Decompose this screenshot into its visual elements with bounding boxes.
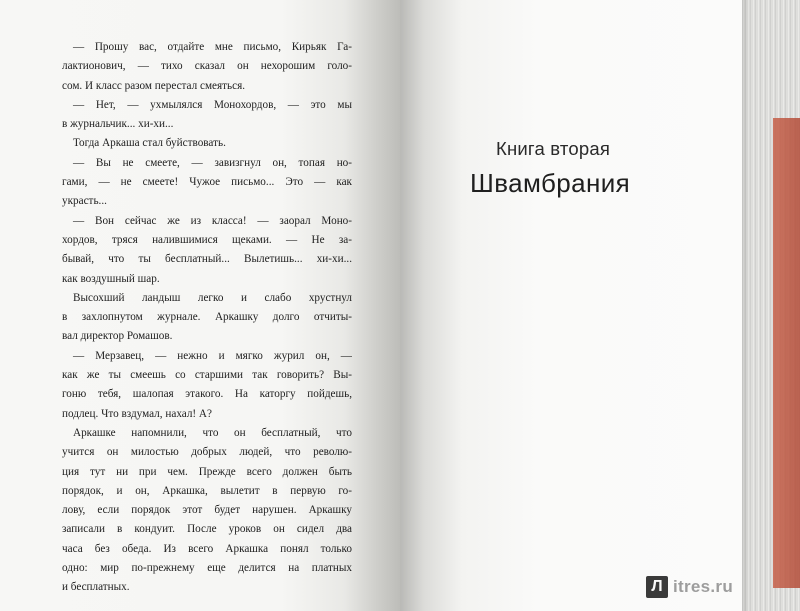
text-line: Аркашке напомнили, что он бесплатный, что <box>73 426 352 439</box>
story-text <box>62 38 352 598</box>
text-line: в журнальчик... хи-хи... <box>62 118 174 131</box>
text-line: и бесплатных. <box>62 581 130 594</box>
text-line: — Нет, — ухмылялся Монохордов, — это мы <box>73 98 352 111</box>
right-page <box>400 0 745 611</box>
text-line: лактионович, — тихо сказал он нехорошим голо- <box>62 60 352 73</box>
text-line: учится он милостью добрых людей, что револю- <box>62 446 352 459</box>
text-line: Высохший ландыш легко и слабо хрустнул <box>73 291 352 304</box>
text-line: — Прошу вас, отдайте мне письмо, Кирьяк Га- <box>73 41 352 53</box>
text-line: одно: мир по-прежнему еще делится на платных <box>62 562 352 575</box>
text-line: сом. И класс разом перестал смеяться. <box>62 79 246 92</box>
text-line: как же ты смеешь со старшими так говорить? Вы- <box>62 369 352 382</box>
text-line: гами, — не смеете! Чужое письмо... Это — как <box>62 176 352 189</box>
text-line: порядок, и он, Аркашка, вылетит в первую го- <box>62 484 352 497</box>
text-line: — Мерзавец, — нежно и мягко журил он, — <box>73 349 352 362</box>
text-line: — Вы не смеете, — завизгнул он, топая но- <box>73 156 352 169</box>
text-line: хордов, тряся налившимися щеками. — Не за- <box>62 233 352 246</box>
litres-logo-icon: Л <box>646 576 668 598</box>
text-line: подлец. Что вздумал, нахал! А? <box>62 407 212 420</box>
text-line: — Вон сейчас же из класса! — заорал Моно- <box>73 214 352 227</box>
text-line: Тогда Аркаша стал буйствовать. <box>73 137 226 150</box>
text-line: ция тут ни при чем. Прежде всего должен быть <box>62 465 352 478</box>
text-line: лову, если порядок этот будет нарушен. Аркашку <box>62 504 352 517</box>
text-line: как воздушный шар. <box>62 272 160 285</box>
page-edge-color-tab <box>773 118 800 588</box>
watermark-text: itres.ru <box>673 577 734 596</box>
text-line: бывай, что ты бесплатный... Вылетишь... хи-хи... <box>62 253 352 266</box>
text-line: в захлопнутом журнале. Аркашку долго отчиты- <box>62 311 352 324</box>
text-line: записали в кондуит. После уроков он сидел два <box>62 523 352 536</box>
watermark <box>646 576 733 598</box>
part-title: Швамбрания <box>470 168 631 198</box>
text-line: вал директор Ромашов. <box>62 330 173 343</box>
page-edge-shadow <box>742 0 750 611</box>
text-line: часа без обеда. Из всего Аркашка понял только <box>62 542 352 555</box>
text-line: гоню тебя, шалопая этакого. На каторгу пойдешь, <box>62 388 352 401</box>
text-line: украсть... <box>62 195 107 208</box>
part-label: Книга вторая <box>496 138 611 159</box>
